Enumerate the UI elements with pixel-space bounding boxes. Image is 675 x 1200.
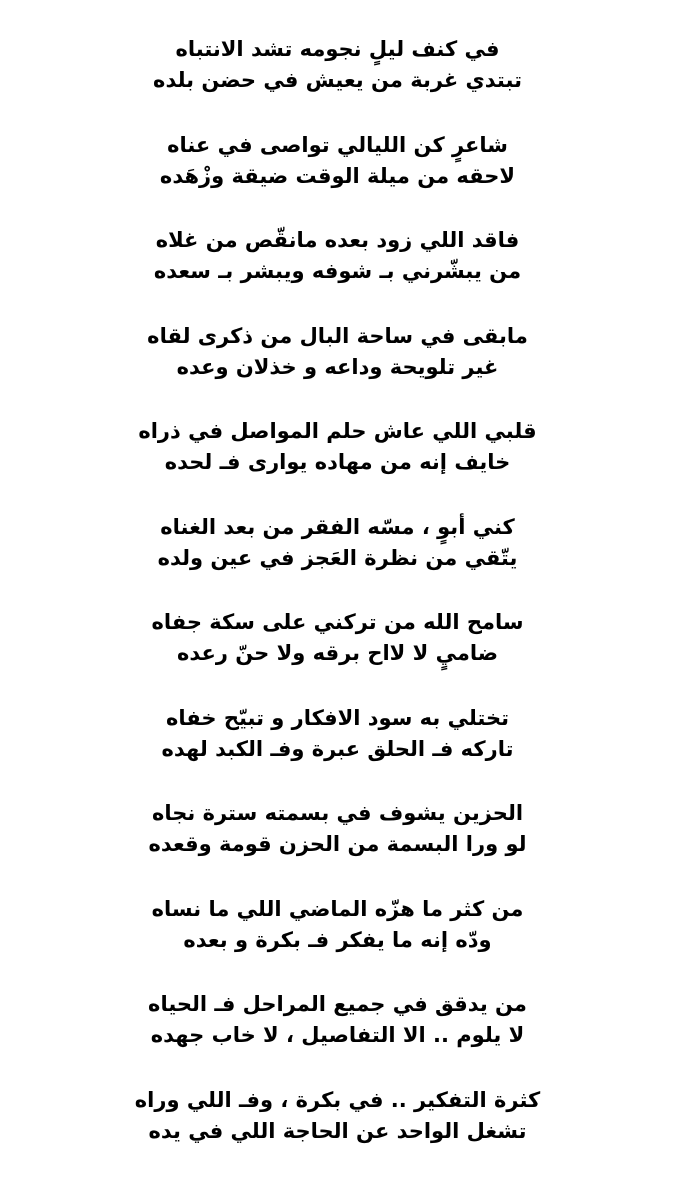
- verse-line: مابقى في ساحة البال من ذكرى لقاه: [147, 323, 528, 348]
- verse-line: تبتدي غربة من يعيش في حضن بلده: [153, 68, 522, 92]
- verse-line: ضاميٍ لا لااح برقه ولا حنّ رعده: [176, 641, 499, 665]
- stanza-7: [0, 607, 675, 703]
- stanza-8: [0, 703, 675, 799]
- stanza-2: [0, 130, 675, 226]
- verse-line: لو ورا البسمة من الحزن قومة وقعده: [148, 832, 527, 856]
- verse-line: من كثر ما هزّه الماضي اللي ما نساه: [151, 896, 524, 921]
- verse-line: سامح الله من تركني على سكة جفاه: [151, 610, 524, 634]
- stanza-6: [0, 512, 675, 608]
- poem: [0, 34, 675, 1180]
- stanza-4: [0, 321, 675, 417]
- verse-line: لا يلوم .. الا التفاصيل ، لا خاب جهده: [150, 1023, 525, 1047]
- stanza-3: [0, 225, 675, 321]
- stanza-10: [0, 894, 675, 990]
- verse-line: غير تلويحة وداعه و خذلان وعده: [176, 354, 499, 379]
- stanza-5: [0, 416, 675, 512]
- verse-line: تشغل الواحد عن الحاجة اللي في يده: [148, 1118, 527, 1143]
- verse-line: لاحقه من ميلة الوقت ضيقة وزْهَده: [159, 163, 516, 188]
- verse-line: كثرة التفكير .. في بكرة ، وفـ اللي وراه: [134, 1087, 541, 1112]
- verse-line: في كنف ليلٍ نجومه تشد الانتباه: [175, 37, 500, 61]
- stanza-9: [0, 798, 675, 894]
- verse-line: كني أبوٍ ، مسّه الفقر من بعد الغناه: [160, 514, 515, 539]
- stanza-1: [0, 34, 675, 130]
- verse-line: تختلي به سود الافكار و تبيّح خفاه: [165, 705, 509, 730]
- verse-line: ودّه إنه ما يفكر فـ بكرة و بعده: [183, 927, 492, 952]
- verse-line: فاقد اللي زود بعده مانقّص من غلاه: [155, 228, 520, 252]
- verse-line: من يدقق في جميع المراحل فـ الحياه: [148, 992, 527, 1016]
- stanza-11: [0, 989, 675, 1085]
- verse-line: تاركه فـ الحلق عبرة وفـ الكبد لهده: [161, 736, 514, 761]
- verse-line: الحزين يشوف في بسمته سترة نجاه: [151, 801, 524, 825]
- verse-line: شاعرٍ كن الليالي تواصى في عناه: [167, 132, 508, 157]
- stanza-12: [0, 1085, 675, 1181]
- verse-line: خايف إنه من مهاده يوارى فـ لحده: [164, 450, 511, 474]
- verse-line: يتّقي من نظرة العَجز في عين ولده: [157, 545, 518, 570]
- verse-line: قلبي اللي عاش حلم المواصل في ذراه: [138, 419, 537, 443]
- verse-line: من يبشّرني بـ شوفه ويبشر بـ سعده: [153, 259, 522, 283]
